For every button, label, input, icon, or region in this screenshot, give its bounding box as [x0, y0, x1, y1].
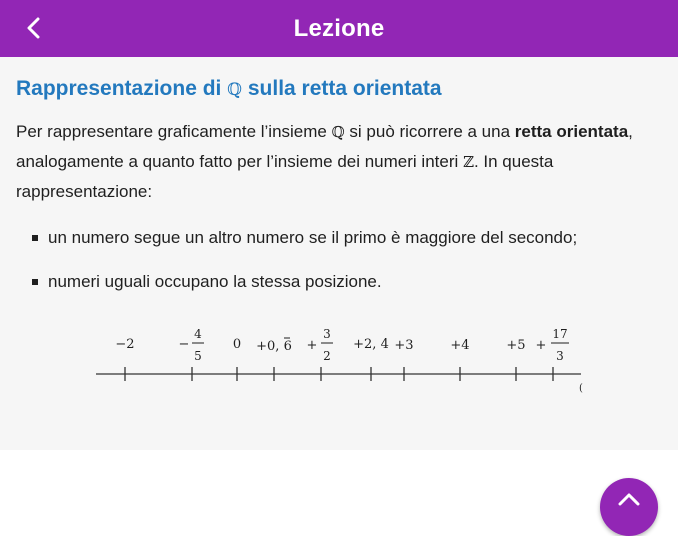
label-plus-17-3-sign: +: [535, 338, 547, 353]
para-text-2: si può ricorrere a una: [344, 122, 515, 141]
label-minus-4-5-num: 4: [194, 327, 202, 341]
section-heading: [16, 77, 442, 101]
para-text-3: , analogamente a quanto fatto per l’insieme dei numeri interi: [16, 122, 633, 171]
scroll-top-button[interactable]: [600, 478, 658, 536]
label-plus-4: +4: [450, 338, 470, 353]
para-text-1: Per rappresentare graficamente l’insieme: [16, 122, 332, 141]
heading-text-pre: Rappresentazione di: [16, 77, 228, 100]
back-button[interactable]: [20, 14, 48, 42]
symbol-z: ℤ: [463, 153, 474, 171]
label-plus-3: +3: [394, 338, 414, 353]
heading-text-post: sulla retta orientata: [242, 77, 442, 100]
heading-symbol-q: ℚ: [227, 80, 243, 100]
arrow-mark: (: [579, 383, 583, 394]
label-plus-3-2-sign: +: [306, 338, 318, 353]
rule-list: [32, 223, 577, 311]
app-bar: [0, 0, 678, 57]
symbol-q: ℚ: [331, 123, 345, 141]
lesson-content: [0, 57, 678, 450]
chevron-up-icon: [618, 492, 640, 506]
label-minus-4-5-den: 5: [194, 349, 202, 363]
number-line-figure: [96, 327, 586, 399]
chevron-left-icon: [25, 17, 43, 39]
label-plus-17-3-num: 17: [552, 327, 568, 341]
label-plus-3-2-den: 2: [323, 349, 331, 363]
list-item: numeri uguali occupano la stessa posizione.: [32, 267, 577, 311]
label-plus-5: +5: [506, 338, 526, 353]
label-minus-4-5-sign: −: [178, 337, 190, 352]
page-title: Lezione: [293, 14, 385, 42]
label-minus-2: −2: [115, 337, 135, 352]
label-plus-0-6: +0, 6: [256, 339, 292, 354]
list-item: un numero segue un altro numero se il primo è maggiore del secondo;: [32, 223, 577, 267]
intro-paragraph: [16, 117, 666, 206]
label-plus-2-4: +2, 4: [353, 337, 389, 352]
label-plus-3-2-num: 3: [323, 327, 331, 341]
para-bold-term: retta orientata: [514, 122, 629, 141]
label-plus-17-3-den: 3: [556, 349, 564, 363]
label-zero: 0: [232, 337, 242, 352]
para-text-4: . In questa rappresentazione:: [16, 152, 554, 201]
